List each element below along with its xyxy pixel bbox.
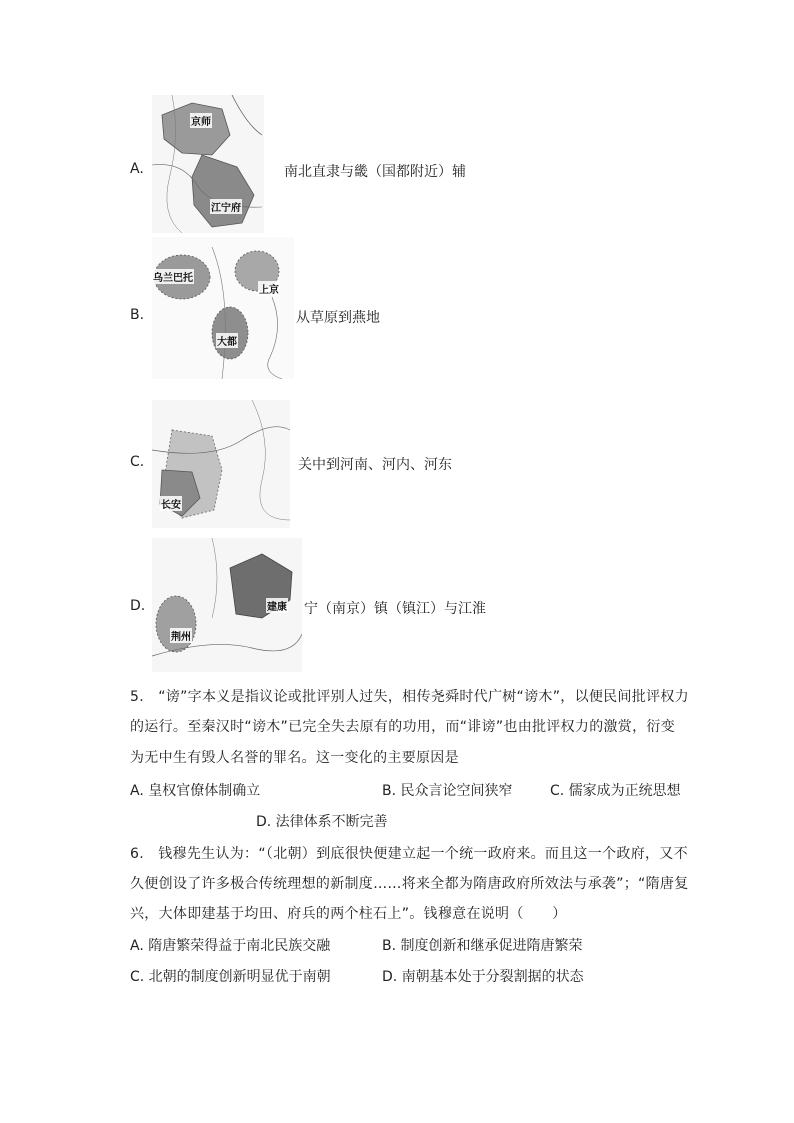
choice-b[interactable]: B. 制度创新和继承促进隋唐繁荣 bbox=[382, 938, 583, 954]
option-a[interactable] bbox=[130, 95, 530, 235]
choice-c[interactable]: C. 北朝的制度创新明显优于南朝 bbox=[130, 969, 331, 985]
option-letter: A. bbox=[130, 161, 144, 177]
option-description: 从草原到燕地 bbox=[296, 310, 380, 326]
map-label: 大都 bbox=[216, 333, 238, 348]
map-label: 乌兰巴托 bbox=[152, 269, 194, 284]
option-description: 关中到河南、河内、河东 bbox=[298, 457, 452, 473]
option-d[interactable] bbox=[130, 538, 530, 676]
option-letter: C. bbox=[130, 454, 145, 470]
option-letter: D. bbox=[130, 598, 146, 614]
question-text-line: 兴，大体即建基于均田、府兵的两个柱石上”。钱穆意在说明（ ） bbox=[130, 906, 567, 922]
map-d bbox=[152, 538, 302, 672]
choice-a[interactable]: A. 皇权官僚体制确立 bbox=[130, 783, 261, 799]
choice-b[interactable]: B. 民众言论空间狭窄 bbox=[382, 783, 513, 799]
map-label: 上京 bbox=[258, 281, 280, 296]
question-text-line: 为无中生有毁人名誉的罪名。这一变化的主要原因是 bbox=[130, 750, 459, 766]
choice-a[interactable]: A. 隋唐繁荣得益于南北民族交融 bbox=[130, 938, 331, 954]
map-c bbox=[152, 400, 290, 528]
map-label: 长安 bbox=[160, 496, 182, 511]
map-label: 建康 bbox=[266, 598, 288, 613]
map-label: 京师 bbox=[190, 113, 212, 128]
map-a bbox=[152, 95, 264, 233]
option-description: 南北直隶与畿（国都附近）辅 bbox=[284, 164, 466, 180]
choice-c[interactable]: C. 儒家成为正统思想 bbox=[550, 783, 681, 799]
question-text-line: 6. 钱穆先生认为：“（北朝）到底很快便建立起一个统一政府来。而且这一个政府，又不 bbox=[130, 846, 688, 862]
question-text-line: 5. “谤”字本义是指议论或批评别人过失，相传尧舜时代广树“谤木”，以便民间批评权力 bbox=[130, 689, 689, 705]
option-letter: B. bbox=[130, 307, 145, 323]
option-description: 宁（南京）镇（镇江）与江淮 bbox=[304, 601, 486, 617]
map-label: 荆州 bbox=[170, 628, 192, 643]
choice-d[interactable]: D. 南朝基本处于分裂割据的状态 bbox=[382, 969, 584, 985]
map-label: 江宁府 bbox=[210, 199, 242, 214]
question-text-line: 久便创设了许多极合传统理想的新制度……将来全都为隋唐政府所效法与承袭”；“隋唐复 bbox=[130, 876, 689, 892]
option-c[interactable] bbox=[130, 400, 530, 530]
choice-d[interactable]: D. 法律体系不断完善 bbox=[256, 814, 388, 830]
map-b bbox=[152, 237, 294, 379]
option-b[interactable] bbox=[130, 237, 530, 379]
question-text-line: 的运行。至秦汉时“谤木”已完全失去原有的功用，而“诽谤”也由批评权力的激赏，衍变 bbox=[130, 719, 676, 735]
